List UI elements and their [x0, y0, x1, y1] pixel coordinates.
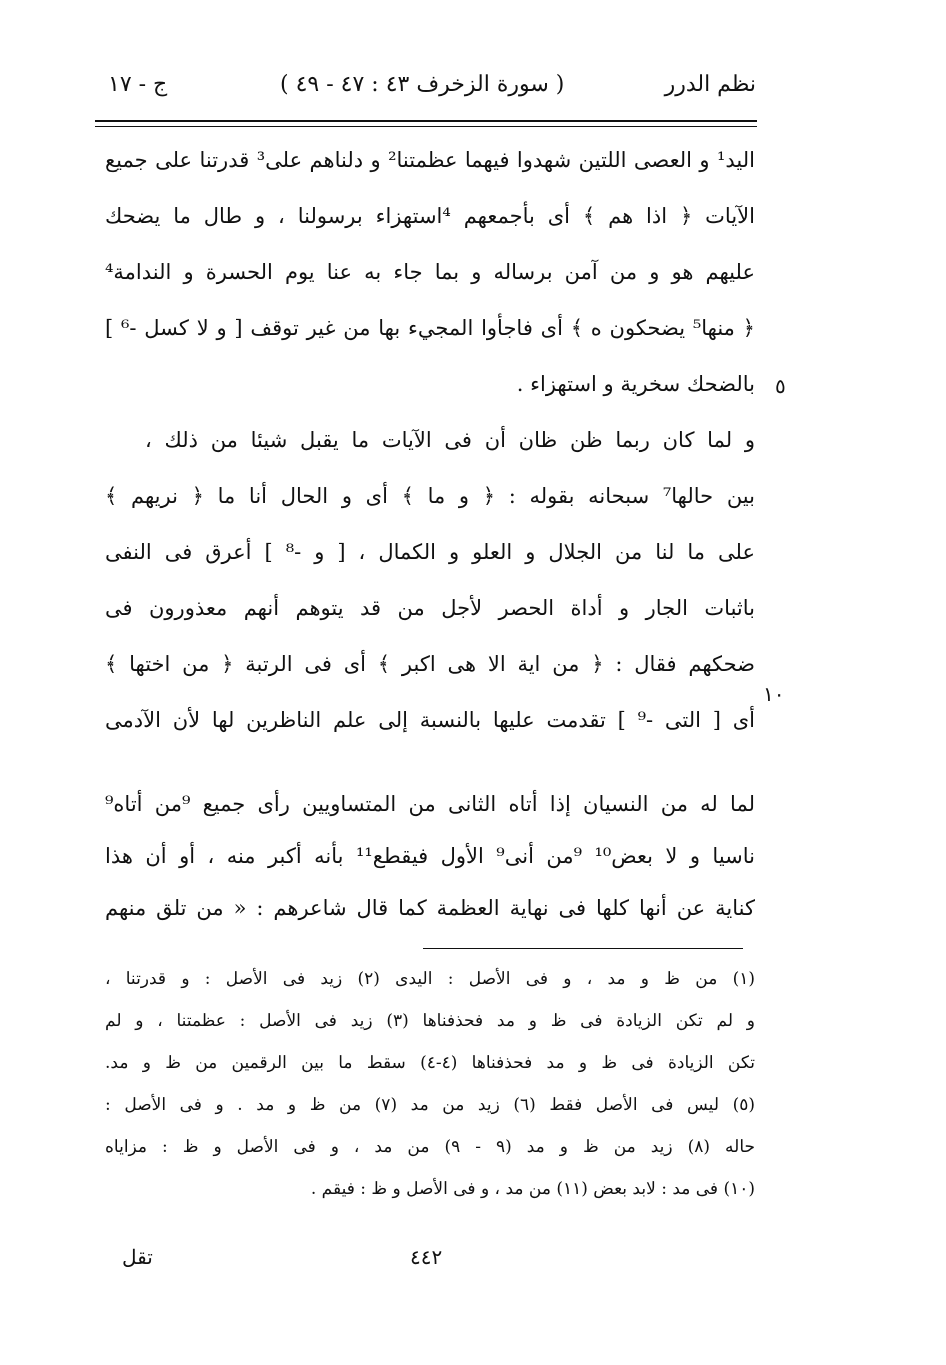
text-line: ﴿ منها⁵ يضحكون ه ﴾ أى فاجأوا المجيء بها من غير توقف [ و لا كسل -⁶ ]	[105, 316, 755, 340]
volume-label: ج - ١٧	[108, 72, 168, 97]
text-line: و لما كان ربما ظن ظان أن فى الآيات ما يقبل شيئا من ذلك ،	[145, 428, 755, 452]
page-number: ٤٤٢	[410, 1245, 443, 1269]
text-line: أى [ التى -⁹ ] تقدمت عليها بالنسبة إلى علم الناظرين لها لأن الآدمى	[105, 708, 755, 732]
footnote-line: و لم تكن الزيادة فى ظ و مد فحذفناها (٣) زيد فى الأصل : عظمتنا ، و لم	[105, 1011, 755, 1031]
book-title: نظم الدرر	[664, 72, 756, 97]
text-line: اليد¹ و العصى اللتين شهدوا فيهما عظمتنا² و دلناهم على³ قدرتنا على جميع	[105, 148, 755, 172]
footnote-line: (١) من ظ و مد ، و فى الأصل : اليدى (٢) زيد فى الأصل : و قدرتنا ،	[105, 969, 755, 989]
line-number-5: ٥	[775, 374, 786, 398]
text-line: عليهم هو و من آمن برساله و بما جاء به عنا يوم الحسرة و الندامة⁴	[105, 260, 755, 284]
footnotes	[105, 962, 755, 1212]
catchword: تقل	[122, 1245, 153, 1269]
surah-label: ( سورة الزخرف ٤٣ : ٤٧ - ٤٩ )	[280, 72, 565, 97]
text-line: لما له من النسيان إذا أتاه الثانى من المتساويين رأى جميع ⁹من أتاه⁹	[105, 792, 755, 816]
text-line: على ما لنا من الجلال و العلو و الكمال ، [ و -⁸ ] أعرق فى النفى	[105, 540, 755, 564]
text-line: ضحكهم فقال : ﴿ من اية الا هى اكبر ﴾ أى فى الرتبة ﴿ من اختها ﴾	[105, 652, 755, 676]
footnote-rule	[423, 948, 743, 949]
footnote-line: تكن الزيادة فى ظ و مد فحذفناها (٤-٤) سقط ما بين الرقمين من ظ و مد.	[105, 1053, 755, 1073]
header-rule	[95, 120, 757, 122]
text-line: ناسيا و لا بعض¹⁰ ⁹من أنى⁹ الأول فيقطع¹¹ بأنه أكبر منه ، أو أن هذا	[105, 844, 755, 868]
footnote-line: (١٠) فى مد : لابد بعض (١١) من مد ، و فى الأصل و ظ : فيقم .	[310, 1179, 755, 1199]
main-text-cont	[105, 784, 755, 964]
footnote-line: (٥) ليس فى الأصل فقط (٦) زيد من مد (٧) من ظ و مد . و فى الأصل :	[105, 1095, 755, 1115]
text-line: بالضحك سخرية و استهزاء .	[516, 372, 755, 396]
text-line: بين حالها⁷ سبحانه بقوله : ﴿ و ما ﴾ أى و الحال أنا ما ﴿ نريهم ﴾	[105, 484, 755, 508]
text-line: الآيات ﴿ اذا هم ﴾ أى بأجمعهم ⁴استهزاء برسولنا ، و طال ما يضحك	[105, 204, 755, 228]
text-line: كناية عن أنها كلها فى نهاية العظمة كما قال شاعرهم : « من تلق منهم	[105, 896, 755, 920]
footnote-line: حاله (٨) زيد من ظ و مد (٩ - ٩) من مد ، و فى الأصل و ظ : مزاياه	[105, 1137, 755, 1157]
main-text	[105, 140, 755, 760]
line-number-10: ١٠	[763, 682, 785, 706]
text-line: باثبات الجار و أداة الحصر لأجل من قد يتوهم أنهم معذورون فى	[105, 596, 755, 620]
header-rule-thin	[95, 126, 757, 127]
